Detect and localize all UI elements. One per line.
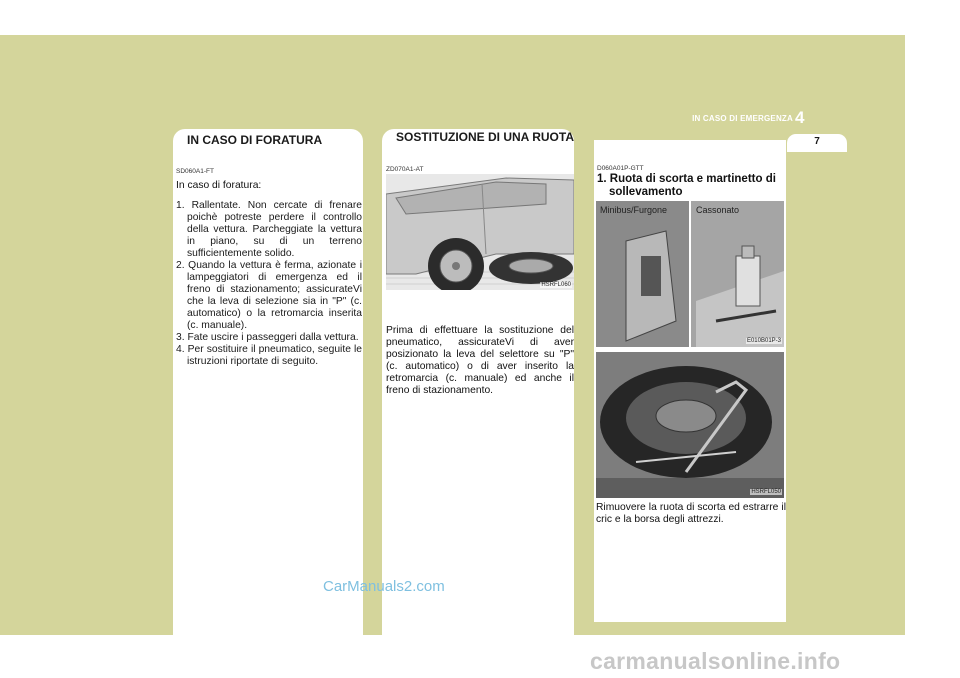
section-title: SOSTITUZIONE DI UNA RUOTA	[396, 130, 574, 144]
image-code: HSRFL050	[751, 489, 781, 495]
section-heading: 1. Ruota di scorta e martinetto di sollevamento	[597, 173, 776, 198]
list-item: 2. Quando la vettura è ferma, azionate i lampeggiatori di emergenza ed il freno di stazionamento; assicurateVi che la leva di selezione sia in "P" (c. automatico) o la retromarcia inserita (c. manuale).	[176, 260, 362, 331]
vehicle-tire-image	[386, 174, 574, 290]
jack-illustration	[596, 201, 784, 347]
list-item: 3. Fate uscire i passeggeri dalla vettura.	[176, 332, 359, 343]
section-tab-foratura	[173, 129, 363, 153]
section-code: SD060A1-FT	[176, 168, 214, 175]
intro-text: In caso di foratura:	[176, 180, 262, 191]
label-cassonato: Cassonato	[696, 205, 740, 215]
label-minibus-furgone: Minibus/Furgone	[600, 205, 668, 215]
section-tab-sostituzione	[382, 129, 574, 153]
list-item: 4. Per sostituire il pneumatico, seguite le istruzioni riportate di seguito.	[176, 344, 362, 367]
section-title: IN CASO DI FORATURA	[187, 133, 323, 147]
list-item: 1. Rallentate. Non cercate di frenare poichè potreste perdere il controllo della vettura. Parcheggiate la vettura in piano, su di un terreno sufficientemente solido.	[176, 200, 362, 259]
jack-location-image	[596, 201, 784, 347]
chapter-number: 4	[795, 108, 805, 127]
spare-wheel-image	[596, 352, 784, 498]
vehicle-illustration	[386, 174, 574, 290]
page-number: 7	[787, 134, 847, 152]
instruction-list	[176, 200, 362, 368]
section-code: D060A01P-GTT	[597, 165, 644, 172]
watermark-left[interactable]: CarManuals2.com	[323, 578, 445, 595]
image-code: E010B01P-3	[746, 338, 781, 344]
watermark-right[interactable]: carmanualsonline.info	[590, 648, 841, 674]
image-code: HSRFL060	[541, 282, 571, 288]
body-text: Rimuovere la ruota di scorta ed estrarre il cric e la borsa degli attrezzi.	[596, 502, 786, 525]
body-text: Prima di effettuare la sostituzione del pneumatico, assicurateVi di aver posizionato la leva del selettore su "P" (c. automatico) o di aver inserito la retromarcia (c. manuale) ed anche il freno di stazionamento.	[386, 325, 574, 396]
spare-wheel-illustration	[596, 352, 784, 498]
chapter-title: IN CASO DI EMERGENZA	[692, 114, 793, 123]
section-code: ZD070A1-AT	[386, 166, 424, 173]
